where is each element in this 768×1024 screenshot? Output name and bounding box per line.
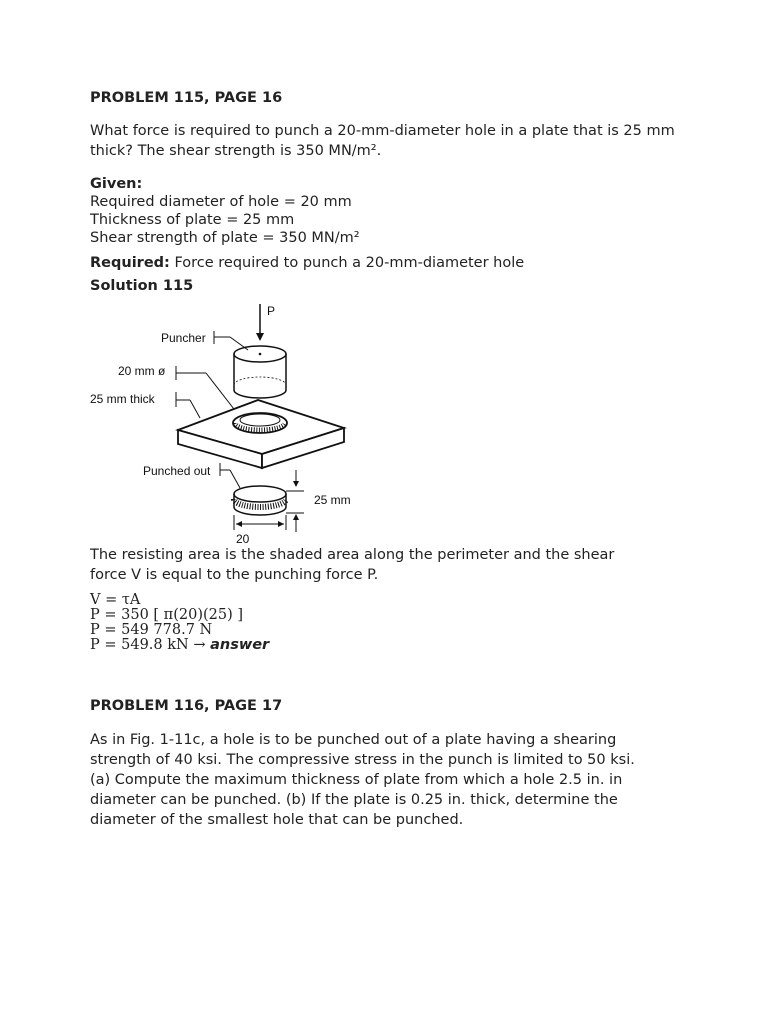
- problem-116-text: As in Fig. 1-11c, a hole is to be punched out of a plate having a shearing strength of 40 ksi. The compressive stress in the punch is limited to 50 ksi. (a) Compute the maximum thickness of plate from which a hole 2.5 in. in diameter can be punched. (b) If the plate is 0.25 in. thick, determine the diameter of the smallest hole that can be punched.: [90, 732, 635, 828]
- equations-block: [90, 593, 269, 653]
- diameter-label: 20 mm ø: [118, 364, 166, 378]
- punched-out-label: Punched out: [143, 464, 211, 478]
- height-label: 25 mm: [314, 493, 351, 507]
- solution-115-title: Solution 115: [90, 278, 194, 294]
- equation-line: P = 549 778.7 N: [90, 622, 213, 638]
- thickness-label: 25 mm thick: [90, 392, 155, 406]
- equation-line: P = 549.8 kN: [90, 637, 189, 653]
- given-item: Shear strength of plate = 350 MN/m²: [90, 230, 360, 246]
- given-section: [90, 175, 360, 247]
- punch-figure: [90, 300, 390, 545]
- equation-line: V = τA: [90, 592, 141, 608]
- problem-115-question: What force is required to punch a 20-mm-diameter hole in a plate that is 25 mm thick? The shear strength is 350 MN/m².: [90, 123, 675, 159]
- arrow-icon: →: [193, 637, 206, 653]
- required-text: Force required to punch a 20-mm-diameter hole: [174, 255, 525, 271]
- equation-line-answer: [90, 638, 269, 653]
- puncher-label: Puncher: [161, 331, 206, 345]
- given-item: Thickness of plate = 25 mm: [90, 212, 295, 228]
- force-p-label: P: [267, 304, 276, 318]
- answer-label: answer: [210, 637, 270, 653]
- resisting-area-text: The resisting area is the shaded area along the perimeter and the shear force V is equal to the punching force P.: [90, 547, 615, 583]
- problem-115-title: PROBLEM 115, PAGE 16: [90, 90, 283, 106]
- required-line: [90, 253, 524, 273]
- width-label: 20: [236, 532, 250, 545]
- given-label: Given:: [90, 176, 143, 192]
- problem-116-title: PROBLEM 116, PAGE 17: [90, 698, 283, 714]
- equation-line: P = 350 [ π(20)(25) ]: [90, 607, 244, 623]
- given-item: Required diameter of hole = 20 mm: [90, 194, 352, 210]
- required-label: Required:: [90, 255, 170, 271]
